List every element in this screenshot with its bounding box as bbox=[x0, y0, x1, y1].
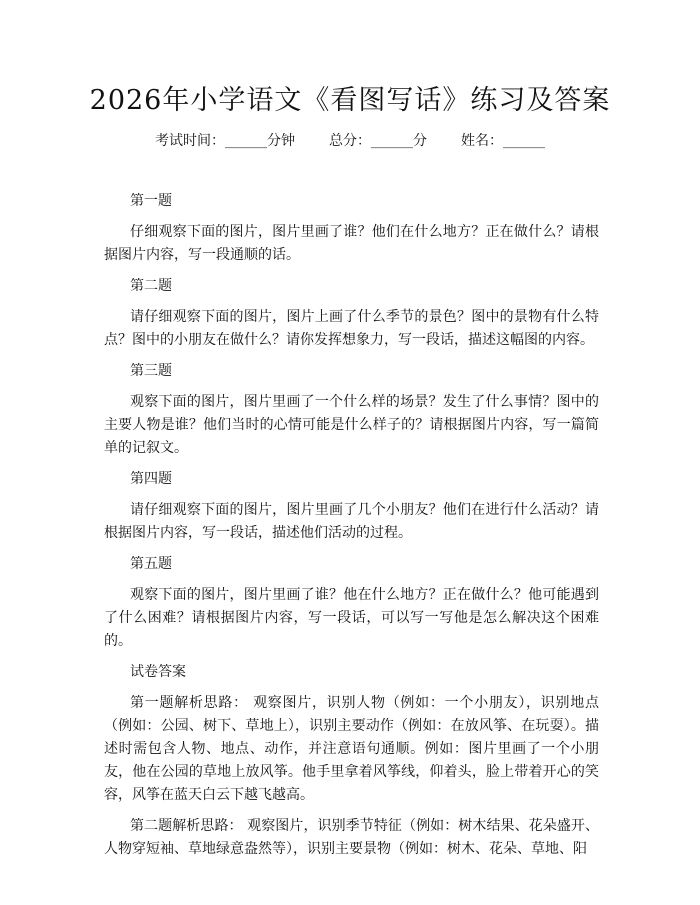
document-body bbox=[104, 190, 599, 869]
question-heading-5: 第五题 bbox=[130, 556, 172, 572]
question-text-3: 观察下面的图片，图片里画了一个什么样的场景？发生了什么事情？图中的主要人物是谁？他们当时的心情可能是什么样子的？请根据图片内容，写一篇简单的记叙文。 bbox=[104, 394, 599, 456]
question-text-2: 请仔细观察下面的图片，图片上画了什么季节的景色？图中的景物有什么特点？图中的小朋友在做什么？请你发挥想象力，写一段话，描述这幅图的内容。 bbox=[104, 309, 599, 348]
answers-heading: 试卷答案 bbox=[130, 664, 186, 680]
question-text-1: 仔细观察下面的图片，图片里画了谁？他们在什么地方？正在做什么？请根据图片内容，写一段通顺的话。 bbox=[104, 224, 599, 263]
exam-score: 总分：______分 bbox=[329, 133, 427, 149]
question-heading-4: 第四题 bbox=[130, 471, 172, 487]
answer-text-2: 第二题解析思路： 观察图片，识别季节特征（例如：树木结果、花朵盛开、人物穿短袖、草地绿意盎然等），识别主要景物（例如：树木、花朵、草地、阳 bbox=[104, 818, 599, 857]
answer-text-1: 第一题解析思路： 观察图片，识别人物（例如：一个小朋友），识别地点（例如：公园、树下、草地上），识别主要动作（例如：在放风筝、在玩耍）。描述时需包含人物、地点、动作，并注意语句通顺。例如：图片里画了一个小朋友，他在公园的草地上放风筝。他手里拿着风筝线，仰着头，脸上带着开心的笑容，风筝在蓝天白云下越飞越高。 bbox=[104, 695, 599, 803]
question-text-5: 观察下面的图片，图片里画了谁？他在什么地方？正在做什么？他可能遇到了什么困难？请根据图片内容，写一段话，可以写一写他是怎么解决这个困难的。 bbox=[104, 587, 599, 649]
question-text-4: 请仔细观察下面的图片，图片里画了几个小朋友？他们在进行什么活动？请根据图片内容，写一段话，描述他们活动的过程。 bbox=[104, 502, 599, 541]
question-heading-3: 第三题 bbox=[130, 363, 172, 379]
page-title: 2026年小学语文《看图写话》练习及答案 bbox=[89, 85, 611, 116]
question-heading-2: 第二题 bbox=[130, 278, 172, 294]
exam-time: 考试时间：______分钟 bbox=[155, 133, 295, 149]
exam-name: 姓名：______ bbox=[461, 133, 545, 149]
question-heading-1: 第一题 bbox=[130, 193, 172, 209]
exam-meta bbox=[0, 131, 700, 151]
